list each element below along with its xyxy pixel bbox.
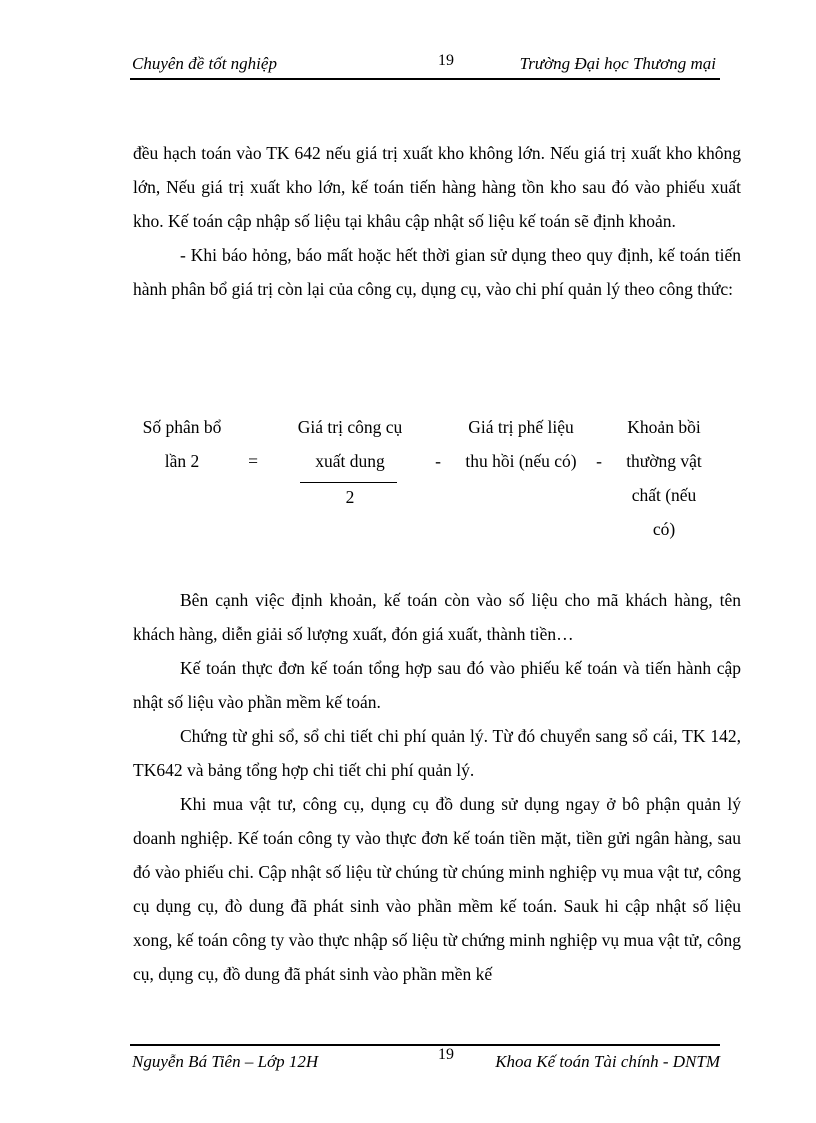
formula-equals: = — [248, 451, 258, 471]
formula-term2 — [455, 410, 587, 478]
formula-term3-line1: Khoản bồi — [627, 417, 701, 437]
header-page-number: 19 — [438, 52, 454, 69]
body-bottom — [133, 583, 741, 991]
footer-page-number: 19 — [438, 1046, 454, 1063]
paragraph-5: Chứng từ ghi sổ, sổ chi tiết chi phí quản lý. Từ đó chuyển sang sổ cái, TK 142, TK642 và bảng tổng hợp chi tiết chi phí quản lý. — [133, 726, 741, 780]
formula-denominator: 2 — [345, 487, 355, 507]
formula-numerator-line1: Giá trị công cụ — [297, 417, 403, 437]
paragraph-3: Bên cạnh việc định khoản, kế toán còn vào số liệu cho mã khách hàng, tên khách hàng, diễn giải số lượng xuất, đón giá xuất, thành tiền… — [133, 590, 741, 644]
formula-term3-line3: chất (nếu — [631, 485, 697, 505]
formula-term3-line4: có) — [652, 519, 676, 539]
page-footer — [130, 1044, 720, 1074]
formula-lhs — [130, 410, 234, 478]
paragraph-6: Khi mua vật tư, công cụ, dụng cụ đồ dung sử dụng ngay ở bô phận quản lý doanh nghiệp. Kế toán công ty vào thực đơn kế toán tiền mặt, tiền gửi ngân hàng, sau đó vào phiếu chi. Cập nhật số liệu từ chúng từ chúng minh nghiệp vụ mua vật tư, công cụ dụng cụ, đò dung đã phát sinh vào phần mềm kế toán. Sauk hi cập nhật số liệu xong, kế toán công ty vào thực nhập số liệu từ chứng minh nghiệp vụ mua vật tử, công cụ, dụng cụ, đồ dung đã phát sinh vào phần mền kế — [133, 794, 741, 984]
formula-numerator-line2: xuất dung — [315, 451, 385, 471]
body-top — [133, 136, 741, 306]
formula-numerator — [282, 410, 418, 478]
footer-author: Nguyễn Bá Tiên – Lớp 12H — [132, 1052, 319, 1071]
paragraph-1: đều hạch toán vào TK 642 nếu giá trị xuất kho không lớn. Nếu giá trị xuất kho không lớn, Nếu giá trị xuất kho lớn, kế toán tiến hàng hàng tồn kho sau đó vào phiếu xuất kho. Kế toán cập nhập số liệu tại khâu cập nhật số liệu kế toán sẽ định khoản. — [133, 143, 741, 231]
formula-term2-line2: thu hồi (nếu có) — [465, 451, 577, 471]
page-header — [130, 52, 720, 80]
formula-lhs-line2: lần 2 — [164, 451, 200, 471]
header-left-title: Chuyên đề tốt nghiệp — [132, 54, 277, 73]
paragraph-4: Kế toán thực đơn kế toán tổng hợp sau đó vào phiếu kế toán và tiến hành cập nhật số liệu vào phần mềm kế toán. — [133, 658, 741, 712]
formula-minus-1: - — [435, 451, 441, 471]
formula-term3 — [612, 410, 716, 546]
allocation-formula — [0, 410, 816, 550]
formula-minus-2: - — [596, 451, 602, 471]
formula-lhs-line1: Số phân bổ — [142, 417, 222, 437]
formula-term2-line1: Giá trị phế liệu — [468, 417, 574, 437]
paragraph-2: - Khi báo hỏng, báo mất hoặc hết thời gian sử dụng theo quy định, kế toán tiến hành phân bổ giá trị còn lại của công cụ, dụng cụ, vào chi phí quản lý theo công thức: — [133, 245, 741, 299]
footer-department: Khoa Kế toán Tài chính - DNTM — [495, 1052, 720, 1071]
formula-term3-line2: thường vật — [626, 451, 702, 471]
header-right-title: Trường Đại học Thương mại — [519, 54, 716, 73]
